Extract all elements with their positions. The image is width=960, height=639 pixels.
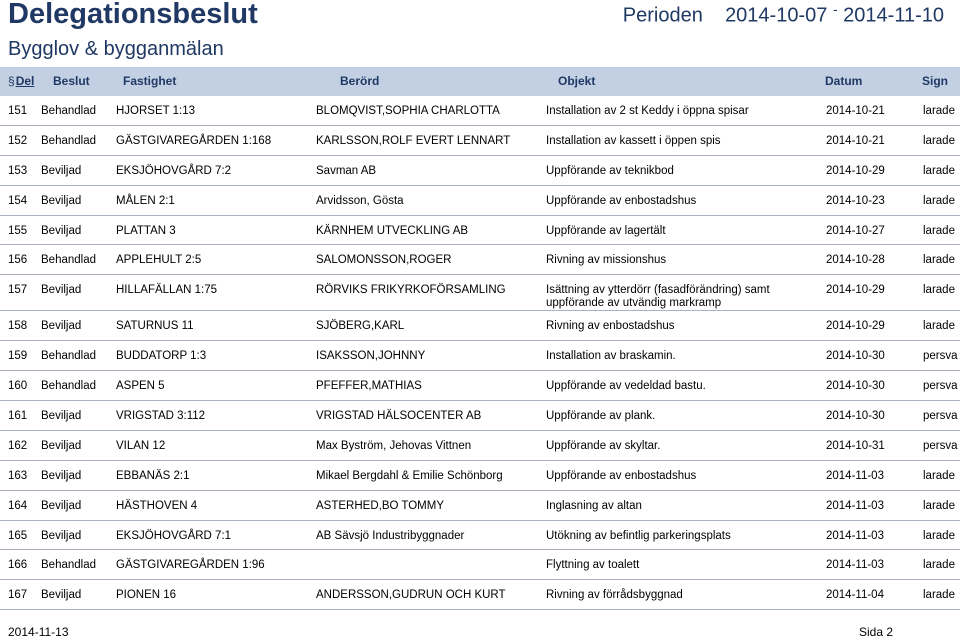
cell-sign: larade	[923, 284, 955, 297]
column-header-fastighet: Fastighet	[123, 74, 177, 88]
table-row	[0, 401, 960, 431]
cell-objekt: Rivning av enbostadshus	[546, 320, 675, 333]
cell-beslut: Beviljad	[41, 589, 82, 602]
cell-del: 158	[8, 320, 28, 333]
table-row	[0, 491, 960, 521]
page-title: Delegationsbeslut	[8, 0, 258, 30]
cell-berord: Arvidsson, Gösta	[316, 194, 404, 207]
cell-del: 161	[8, 410, 28, 423]
cell-beslut: Beviljad	[41, 194, 82, 207]
cell-del: 153	[8, 164, 28, 177]
table-row	[0, 186, 960, 216]
table-row	[0, 550, 960, 580]
table-row	[0, 431, 960, 461]
cell-fastighet: EKSJÖHOVGÅRD 7:1	[116, 529, 232, 542]
cell-datum: 2014-10-21	[826, 105, 885, 117]
cell-beslut: Behandlad	[41, 134, 96, 147]
cell-berord: VRIGSTAD HÄLSOCENTER AB	[316, 410, 482, 423]
cell-sign: larade	[923, 105, 955, 117]
cell-datum: 2014-11-04	[826, 589, 884, 602]
cell-del: 166	[8, 559, 28, 572]
cell-fastighet: HÄSTHOVEN 4	[116, 499, 198, 512]
period-range	[623, 1, 944, 28]
table-row	[0, 311, 960, 341]
cell-del: 160	[8, 380, 28, 393]
cell-objekt: Installation av 2 st Keddy i öppna spisar	[546, 105, 749, 117]
cell-fastighet: MÅLEN 2:1	[116, 194, 175, 207]
cell-datum: 2014-11-03	[826, 469, 884, 482]
cell-beslut: Beviljad	[41, 320, 82, 333]
cell-objekt: Uppförande av vedeldad bastu.	[546, 380, 706, 393]
cell-beslut: Behandlad	[41, 380, 96, 393]
cell-objekt: Utökning av befintlig parkeringsplats	[546, 529, 731, 542]
cell-fastighet: VRIGSTAD 3:112	[116, 410, 206, 423]
cell-sign: larade	[923, 224, 955, 237]
table-header	[0, 67, 960, 96]
cell-sign: larade	[923, 320, 955, 333]
cell-fastighet: GÄSTGIVAREGÅRDEN 1:168	[116, 134, 272, 147]
column-header-objekt: Objekt	[558, 74, 596, 88]
cell-datum: 2014-10-29	[826, 164, 885, 177]
cell-sign: persva	[923, 350, 958, 363]
cell-objekt: Uppförande av skyltar.	[546, 439, 661, 452]
decision-table-body	[0, 96, 960, 610]
cell-berord: ASTERHED,BO TOMMY	[316, 499, 445, 512]
cell-datum: 2014-10-31	[826, 439, 885, 452]
cell-beslut: Beviljad	[41, 284, 82, 297]
cell-datum: 2014-10-27	[826, 224, 885, 237]
column-header-datum: Datum	[825, 74, 863, 88]
cell-datum: 2014-10-21	[826, 134, 885, 147]
cell-datum: 2014-10-29	[826, 284, 885, 297]
period-dash: -	[832, 1, 838, 17]
cell-beslut: Beviljad	[41, 224, 82, 237]
cell-datum: 2014-10-28	[826, 254, 885, 267]
cell-fastighet: HJORSET 1:13	[116, 105, 196, 117]
cell-del: 154	[8, 194, 28, 207]
cell-objekt: Uppförande av lagertält	[546, 224, 666, 237]
cell-berord: PFEFFER,MATHIAS	[316, 380, 422, 393]
cell-fastighet: APPLEHULT 2:5	[116, 254, 202, 267]
cell-sign: larade	[923, 499, 955, 512]
cell-sign: larade	[923, 134, 955, 147]
footer-date: 2014-11-13	[8, 625, 69, 639]
cell-sign: larade	[923, 164, 955, 177]
cell-fastighet: BUDDATORP 1:3	[116, 350, 207, 363]
cell-beslut: Beviljad	[41, 439, 82, 452]
cell-fastighet: PIONEN 16	[116, 589, 177, 602]
cell-beslut: Beviljad	[41, 499, 82, 512]
cell-datum: 2014-10-30	[826, 410, 885, 423]
cell-del: 155	[8, 224, 28, 237]
column-header-sign: Sign	[922, 74, 948, 88]
cell-fastighet: ASPEN 5	[116, 380, 165, 393]
page-subtitle: Bygglov & bygganmälan	[8, 38, 224, 60]
column-header-berord: Berörd	[340, 74, 380, 88]
cell-datum: 2014-10-29	[826, 320, 885, 333]
cell-sign: larade	[923, 589, 955, 602]
cell-sign: larade	[923, 529, 955, 542]
table-row	[0, 96, 960, 126]
cell-berord: KÄRNHEM UTVECKLING AB	[316, 224, 469, 237]
table-row	[0, 580, 960, 610]
cell-del: 164	[8, 499, 28, 512]
cell-beslut: Behandlad	[41, 559, 96, 572]
cell-del: 165	[8, 529, 28, 542]
cell-sign: larade	[923, 254, 955, 267]
cell-beslut: Beviljad	[41, 469, 82, 482]
table-row	[0, 461, 960, 491]
cell-sign: persva	[923, 410, 958, 423]
table-row	[0, 245, 960, 275]
table-row	[0, 156, 960, 186]
cell-objekt: Rivning av förrådsbyggnad	[546, 589, 683, 602]
cell-beslut: Behandlad	[41, 350, 96, 363]
table-row	[0, 216, 960, 246]
cell-del: 151	[8, 105, 28, 117]
cell-beslut: Beviljad	[41, 164, 82, 177]
cell-datum: 2014-10-30	[826, 350, 885, 363]
cell-datum: 2014-10-30	[826, 380, 885, 393]
cell-objekt: Rivning av missionshus	[546, 254, 667, 267]
cell-del: 156	[8, 254, 28, 267]
cell-beslut: Beviljad	[41, 529, 82, 542]
cell-berord: AB Sävsjö Industribyggnader	[316, 529, 465, 542]
cell-berord: BLOMQVIST,SOPHIA CHARLOTTA	[316, 105, 500, 117]
cell-del: 162	[8, 439, 28, 452]
cell-berord: SJÖBERG,KARL	[316, 320, 405, 333]
cell-datum: 2014-10-23	[826, 194, 885, 207]
table-row	[0, 371, 960, 401]
table-row	[0, 341, 960, 371]
period-label: Perioden	[622, 4, 703, 27]
cell-sign: larade	[923, 469, 955, 482]
cell-datum: 2014-11-03	[826, 559, 884, 572]
cell-objekt: Installation av braskamin.	[546, 350, 676, 363]
period-to: 2014-11-10	[843, 4, 944, 27]
footer-page-number: Sida 2	[859, 625, 894, 639]
cell-objekt: Flyttning av toalett	[546, 559, 640, 572]
cell-fastighet: SATURNUS 11	[116, 320, 194, 333]
column-header-beslut: Beslut	[53, 74, 90, 88]
cell-beslut: Behandlad	[41, 254, 96, 267]
cell-del: 157	[8, 284, 28, 297]
cell-berord: Mikael Bergdahl & Emilie Schönborg	[316, 469, 503, 482]
table-row	[0, 275, 960, 311]
cell-sign: persva	[923, 439, 958, 452]
cell-sign: persva	[923, 380, 958, 393]
cell-objekt: Installation av kassett i öppen spis	[546, 134, 721, 147]
cell-berord: Max Byström, Jehovas Vittnen	[316, 439, 472, 452]
cell-del: 167	[8, 589, 28, 602]
period-from: 2014-10-07	[725, 4, 828, 27]
cell-fastighet: EKSJÖHOVGÅRD 7:2	[116, 164, 232, 177]
cell-beslut: Behandlad	[41, 105, 96, 117]
cell-berord: RÖRVIKS FRIKYRKOFÖRSAMLING	[316, 284, 506, 297]
table-row	[0, 126, 960, 156]
table-row	[0, 521, 960, 551]
cell-berord: KARLSSON,ROLF EVERT LENNART	[316, 134, 511, 147]
cell-berord: ISAKSSON,JOHNNY	[316, 350, 426, 363]
cell-objekt: Isättning av ytterdörr (fasadförändring) samt uppförande av utvändig markramp	[546, 284, 770, 310]
cell-beslut: Beviljad	[41, 410, 82, 423]
cell-fastighet: VILAN 12	[116, 439, 166, 452]
cell-sign: larade	[923, 194, 955, 207]
cell-datum: 2014-11-03	[826, 529, 884, 542]
cell-del: 159	[8, 350, 28, 363]
cell-datum: 2014-11-03	[826, 499, 884, 512]
cell-fastighet: HILLAFÄLLAN 1:75	[116, 284, 218, 297]
cell-fastighet: PLATTAN 3	[116, 224, 176, 237]
cell-objekt: Uppförande av plank.	[546, 410, 656, 423]
cell-del: 152	[8, 134, 28, 147]
column-header-del: § Del	[8, 74, 34, 88]
cell-fastighet: GÄSTGIVAREGÅRDEN 1:96	[116, 559, 265, 572]
cell-objekt: Uppförande av teknikbod	[546, 164, 674, 177]
cell-objekt: Uppförande av enbostadshus	[546, 194, 697, 207]
cell-objekt: Inglasning av altan	[546, 499, 642, 512]
cell-sign: larade	[923, 559, 955, 572]
cell-berord: SALOMONSSON,ROGER	[316, 254, 452, 267]
cell-fastighet: EBBANÄS 2:1	[116, 469, 190, 482]
cell-objekt: Uppförande av enbostadshus	[546, 469, 697, 482]
cell-del: 163	[8, 469, 28, 482]
cell-berord: ANDERSSON,GUDRUN OCH KURT	[316, 589, 506, 602]
cell-berord: Savman AB	[316, 164, 377, 177]
